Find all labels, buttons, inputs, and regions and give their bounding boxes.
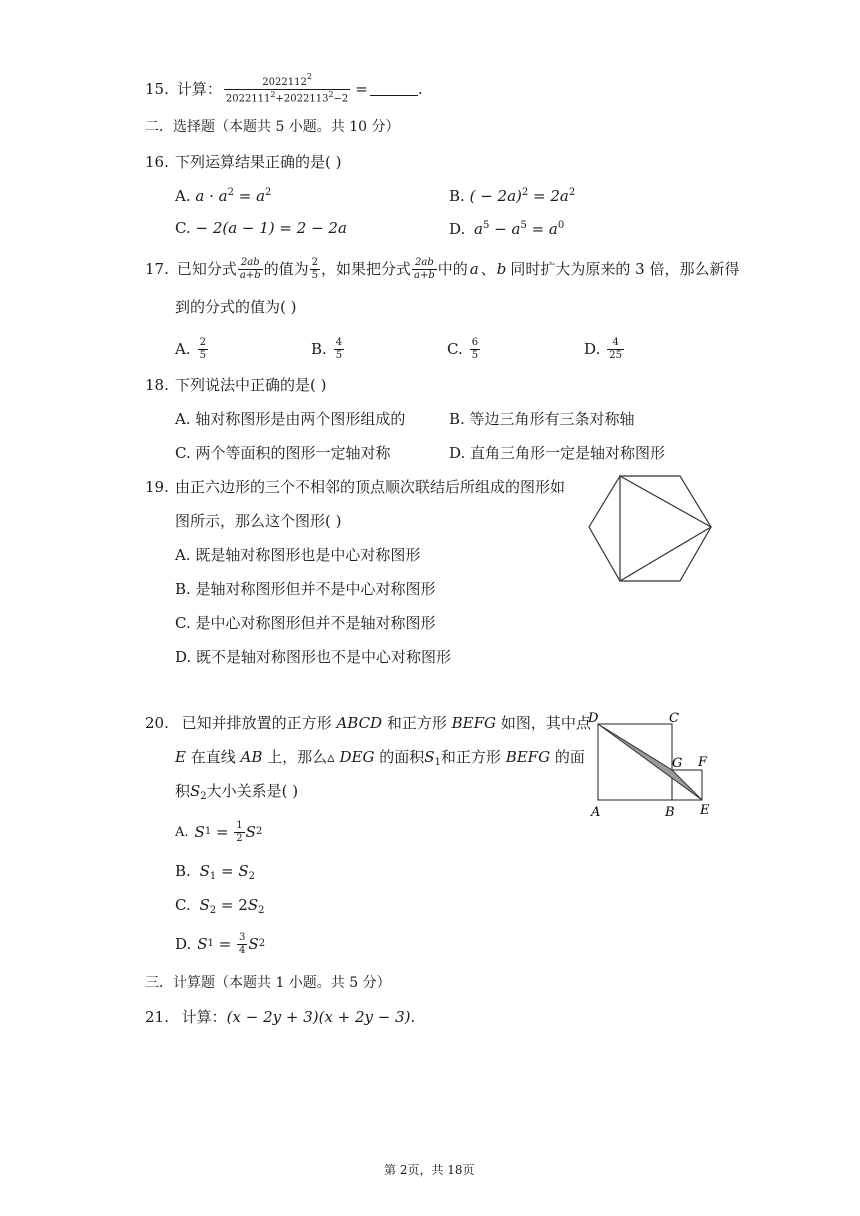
q15-numerator-exp: 2 [306, 72, 312, 82]
q16-stem: 下列运算结果正确的是( ) [175, 153, 342, 171]
q19-option-c: C. 是中心对称图形但并不是轴对称图形 [175, 614, 436, 632]
q18-number: 18. [145, 376, 169, 394]
q18-option-d: D. 直角三角形一定是轴对称图形 [449, 444, 666, 462]
label-b: B [665, 805, 675, 820]
q20-a-rhs: S [245, 822, 256, 841]
q20-a-num: 1 [236, 819, 243, 831]
q17-var-b: b [496, 259, 507, 278]
q20-l2f: 的面积 [379, 748, 425, 766]
q20-d-rhs-sub: 2 [258, 938, 266, 949]
label-a: A [591, 805, 601, 820]
q16-b-expr: ( − 2a) [469, 187, 522, 205]
q20-line3 [175, 784, 298, 802]
q15-label: 计算： [176, 79, 222, 98]
q20-square-befg: BEFG [505, 748, 551, 766]
q16-d-label: D. [449, 220, 466, 238]
q20-c-label: C. [175, 896, 191, 914]
q15-den-minus: −2 [333, 93, 349, 105]
q20-point-e: E [175, 748, 186, 766]
q17-option-num: 4 [335, 336, 343, 348]
q20-b-rhs: S [238, 862, 249, 880]
q17-text-1: 已知分式 [176, 259, 237, 278]
q16-option-d [449, 221, 564, 237]
q20-option-d [175, 932, 265, 956]
q17-option-num: 4 [607, 338, 624, 350]
q20-a-label: A. [175, 824, 189, 840]
q20-a-fraction [234, 821, 244, 844]
q21-label: 计算： [181, 1008, 227, 1026]
q17-option-label: B. [311, 339, 327, 358]
q20-triangle-deg: DEG [339, 748, 375, 766]
q16-c-expr: − 2(a − 1) = 2 − 2a [190, 219, 347, 237]
q20-a-rhs-sub: 2 [255, 826, 263, 837]
q17-f2-den: 5 [311, 269, 319, 281]
q20-c-rhs-sub: 2 [258, 905, 265, 916]
q20-d-eq: = [213, 934, 237, 953]
q20-option-a [175, 820, 262, 844]
q20-d-fraction [237, 933, 247, 956]
q17-text-4: 中的 [437, 259, 468, 278]
q20-b-eq: = [216, 862, 239, 880]
q15-equals: = [355, 79, 368, 98]
square-abcd [598, 724, 672, 800]
q19-option-a: A. 既是轴对称图形也是中心对称图形 [175, 546, 421, 564]
q16-a-rhs: = a [233, 187, 266, 205]
q17-line2: 到的分式的值为( ) [175, 298, 297, 316]
q20-l1c: 如图，其中点 [500, 714, 591, 732]
q20-l3c: 大小关系是( ) [206, 782, 299, 800]
q16-b-label: B. [449, 187, 465, 205]
q21-end: . [410, 1008, 416, 1026]
q20-l1b: 和正方形 [386, 714, 447, 732]
q15-numerator: 2022112 [262, 77, 307, 89]
q15-end: . [417, 79, 423, 98]
label-d: D [588, 711, 599, 726]
q20-number: 20. [145, 714, 169, 732]
q16-a-rhs-exp: 2 [265, 187, 272, 198]
q16-option-b [449, 188, 575, 204]
q18-option-a: A. 轴对称图形是由两个图形组成的 [175, 410, 406, 428]
q17-line1 [145, 256, 739, 282]
q16-d-rhs: = a [526, 220, 558, 238]
q17-f2-num: 2 [311, 256, 319, 268]
q20-line-ab: AB [240, 748, 263, 766]
q17-option [175, 336, 209, 362]
q20-d-lhs: S [197, 934, 208, 953]
q20-l2h: 和正方形 [440, 748, 501, 766]
q20-l3a: 积 [175, 782, 191, 800]
q19-option-d: D. 既不是轴对称图形也不是中心对称图形 [175, 648, 452, 666]
q20-s1: S [424, 748, 435, 766]
q17-fraction-1 [238, 258, 263, 281]
q19-option-b: B. 是轴对称图形但并不是中心对称图形 [175, 580, 436, 598]
q15-den-b: 2022113 [283, 93, 329, 105]
q20-a-den: 2 [236, 832, 243, 844]
q19-number: 19. [145, 478, 169, 496]
section-3-title: 三．计算题（本题共 1 小题。共 5 分） [145, 975, 391, 991]
q20-a-lhs-sub: 1 [204, 826, 212, 837]
label-f: F [698, 755, 708, 770]
q17-f3-num: 2ab [412, 258, 437, 270]
q16-d-mid: − a [489, 220, 521, 238]
q17-option-fraction [470, 338, 480, 361]
q17-option-den: 5 [471, 349, 479, 361]
q15-den-b-exp: 2 [328, 90, 334, 100]
q15-number: 15. [145, 79, 169, 98]
q15-fraction [224, 73, 350, 104]
q16-option-a [175, 188, 271, 204]
q20-c-rhs: S [247, 896, 259, 914]
q20-d-num: 3 [239, 931, 246, 943]
q20-d-rhs: S [248, 934, 259, 953]
q16-d-mid-exp: 5 [520, 220, 527, 231]
q21 [145, 1010, 415, 1025]
q17-option [584, 336, 625, 362]
q17-option-fraction [607, 338, 624, 361]
q16-b-rhs-exp: 2 [568, 187, 576, 198]
q20-a-eq: = [211, 822, 234, 841]
label-g: G [672, 756, 683, 771]
q16-a-exp: 2 [227, 187, 234, 198]
q17-option-label: C. [447, 339, 463, 358]
hexagon-outline [589, 476, 711, 581]
hexagon-figure [580, 470, 720, 590]
q17-option-den: 5 [335, 349, 343, 361]
q17-number: 17. [145, 259, 169, 278]
q17-text-3: ，如果把分式 [321, 259, 412, 278]
q20-l1a: 已知并排放置的正方形 [181, 714, 332, 732]
q20-s1-sub: 1 [434, 757, 441, 768]
q17-text-2: 的值为 [263, 259, 309, 278]
q16-b-rhs: = 2a [528, 187, 569, 205]
label-c: C [669, 711, 679, 726]
q20-s2-sub: 2 [200, 791, 207, 802]
q20-line1 [145, 716, 591, 731]
q17-option-fraction [334, 338, 344, 361]
q19-line1: 由正六边形的三个不相邻的顶点顺次联结后所组成的图形如 [175, 478, 566, 496]
q20-c-eq: = 2 [216, 896, 248, 914]
q20-l2j: 的面 [554, 748, 585, 766]
q20-d-label: D. [175, 934, 192, 953]
label-e: E [700, 803, 710, 818]
q17-option-num: 2 [199, 336, 206, 348]
q20-a-lhs: S [194, 822, 205, 841]
q15 [145, 72, 423, 105]
q20-square-1: ABCD [336, 714, 383, 732]
q17-fraction-3 [412, 258, 437, 281]
q20-d-den: 4 [239, 944, 246, 956]
q15-den-plus: + [275, 93, 284, 105]
page-footer: 第 2页，共 18页 [384, 1163, 475, 1177]
q20-d-lhs-sub: 1 [207, 938, 214, 949]
q17-option-den: 25 [609, 349, 622, 361]
q18-option-c: C. 两个等面积的图形一定轴对称 [175, 444, 391, 462]
q17-option-num: 6 [471, 336, 479, 348]
q17-option-label: A. [175, 339, 191, 358]
q17-option-label: D. [584, 339, 601, 358]
q17-option-fraction [198, 338, 208, 361]
q16-number: 16. [145, 153, 169, 171]
q15-den-a: 2022111 [225, 93, 271, 105]
triangle-deg [598, 724, 702, 800]
q16-a-expr: a · a [195, 187, 228, 205]
q20-b-label: B. [175, 862, 191, 880]
q16-d-expr: a [474, 220, 483, 238]
q20-c-lhs: S [199, 896, 210, 914]
q17-var-a: a [469, 259, 479, 278]
q16-d-rhs-exp: 0 [557, 220, 565, 231]
q18-option-b: B. 等边三角形有三条对称轴 [449, 410, 635, 428]
q20-option-b [175, 864, 255, 882]
q20-b-lhs-sub: 1 [209, 871, 217, 882]
squares-figure [584, 706, 720, 822]
q20-square-2: BEFG [451, 714, 497, 732]
q21-expression: (x − 2y + 3)(x + 2y − 3) [226, 1008, 411, 1026]
q17-text-5: 、 [480, 259, 496, 278]
q16-option-c [175, 221, 347, 236]
q17-f1-den: a+b [239, 269, 261, 281]
q16-c-label: C. [175, 219, 191, 237]
q17-f3-den: a+b [414, 269, 435, 281]
q21-number: 21. [145, 1008, 169, 1026]
q17-option [311, 336, 345, 362]
q20-l2d: 上，那么▵ [267, 748, 335, 766]
q20-line2 [175, 750, 585, 768]
q16-a-label: A. [175, 187, 191, 205]
q17-option-den: 5 [199, 349, 206, 361]
q17-text-6: 同时扩大为原来的 3 倍，那么新得 [510, 259, 740, 278]
q16-d-exp: 5 [483, 220, 490, 231]
q15-den-a-exp: 2 [270, 90, 276, 100]
q20-b-lhs: S [199, 862, 210, 880]
q18-stem: 下列说法中正确的是( ) [175, 376, 327, 394]
q17-option [447, 336, 481, 362]
q15-answer-blank [370, 83, 418, 96]
q20-option-c [175, 898, 264, 916]
q17-f1-num: 2ab [238, 258, 263, 270]
q20-s2: S [190, 782, 201, 800]
q19-line2: 图所示，那么这个图形( ) [175, 512, 342, 530]
q17-fraction-2 [310, 258, 320, 281]
q20-c-lhs-sub: 2 [209, 905, 217, 916]
q20-l2b: 在直线 [190, 748, 236, 766]
q20-b-rhs-sub: 2 [248, 871, 255, 882]
q16-b-exp: 2 [521, 187, 529, 198]
inscribed-triangle [620, 476, 711, 581]
section-2-title: 二．选择题（本题共 5 小题。共 10 分） [145, 119, 400, 135]
